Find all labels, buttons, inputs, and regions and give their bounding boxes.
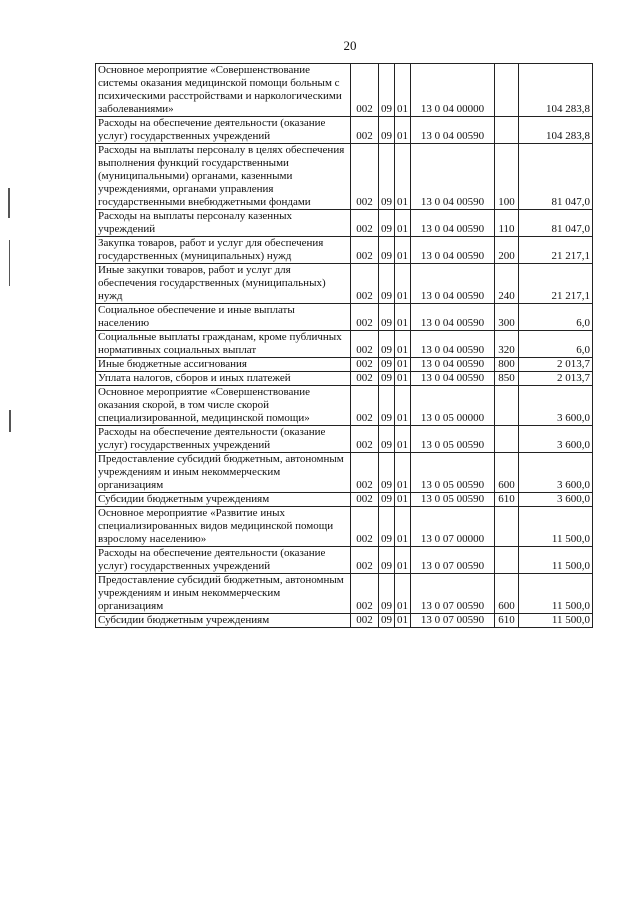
row-section-code: 09 [379, 117, 395, 144]
row-subsection-code: 01 [395, 331, 411, 358]
table-row [96, 574, 593, 614]
row-subsection-code: 01 [395, 210, 411, 237]
table-row [96, 237, 593, 264]
table-row [96, 64, 593, 117]
table-row [96, 453, 593, 493]
row-subsection-code: 01 [395, 304, 411, 331]
table-row [96, 304, 593, 331]
row-subsection-code: 01 [395, 386, 411, 426]
row-expense-type-code: 100 [495, 144, 519, 210]
row-section-code: 09 [379, 64, 395, 117]
row-name: Основное мероприятие «Развитие иных специализированных видов медицинской помощи взрослому населению» [96, 507, 351, 547]
row-subsection-code: 01 [395, 372, 411, 386]
row-section-code: 09 [379, 426, 395, 453]
row-amount: 3 600,0 [519, 386, 593, 426]
row-ministry-code: 002 [351, 386, 379, 426]
row-subsection-code: 01 [395, 117, 411, 144]
row-subsection-code: 01 [395, 426, 411, 453]
row-section-code: 09 [379, 386, 395, 426]
row-amount: 81 047,0 [519, 144, 593, 210]
row-section-code: 09 [379, 574, 395, 614]
table-row [96, 331, 593, 358]
row-target-code: 13 0 04 00590 [411, 264, 495, 304]
budget-table [95, 63, 593, 628]
row-name: Расходы на обеспечение деятельности (оказание услуг) государственных учреждений [96, 117, 351, 144]
row-subsection-code: 01 [395, 574, 411, 614]
row-amount: 6,0 [519, 304, 593, 331]
row-amount: 11 500,0 [519, 574, 593, 614]
row-expense-type-code: 610 [495, 493, 519, 507]
row-subsection-code: 01 [395, 64, 411, 117]
row-subsection-code: 01 [395, 237, 411, 264]
row-ministry-code: 002 [351, 547, 379, 574]
row-target-code: 13 0 05 00000 [411, 386, 495, 426]
row-target-code: 13 0 07 00590 [411, 614, 495, 628]
row-name: Расходы на обеспечение деятельности (оказание услуг) государственных учреждений [96, 547, 351, 574]
table-row [96, 493, 593, 507]
row-target-code: 13 0 07 00590 [411, 574, 495, 614]
row-section-code: 09 [379, 507, 395, 547]
row-expense-type-code: 320 [495, 331, 519, 358]
row-amount: 6,0 [519, 331, 593, 358]
row-amount: 3 600,0 [519, 426, 593, 453]
row-amount: 11 500,0 [519, 614, 593, 628]
row-target-code: 13 0 04 00590 [411, 331, 495, 358]
row-subsection-code: 01 [395, 453, 411, 493]
row-ministry-code: 002 [351, 574, 379, 614]
row-expense-type-code: 300 [495, 304, 519, 331]
row-amount: 81 047,0 [519, 210, 593, 237]
row-expense-type-code: 600 [495, 574, 519, 614]
table-row [96, 358, 593, 372]
row-expense-type-code [495, 64, 519, 117]
row-target-code: 13 0 04 00590 [411, 304, 495, 331]
row-target-code: 13 0 04 00590 [411, 117, 495, 144]
table-row [96, 372, 593, 386]
row-expense-type-code: 240 [495, 264, 519, 304]
row-section-code: 09 [379, 237, 395, 264]
row-target-code: 13 0 07 00000 [411, 507, 495, 547]
row-section-code: 09 [379, 453, 395, 493]
row-section-code: 09 [379, 331, 395, 358]
row-expense-type-code: 600 [495, 453, 519, 493]
row-ministry-code: 002 [351, 144, 379, 210]
scan-margin-mark [9, 410, 11, 432]
row-amount: 11 500,0 [519, 547, 593, 574]
row-ministry-code: 002 [351, 358, 379, 372]
row-name: Социальное обеспечение и иные выплаты населению [96, 304, 351, 331]
row-name: Расходы на выплаты персоналу в целях обеспечения выполнения функций государственными (муниципальными) органами, казенными учреждениями, органами управления государственными внебюджетными фондами [96, 144, 351, 210]
row-ministry-code: 002 [351, 453, 379, 493]
row-target-code: 13 0 05 00590 [411, 493, 495, 507]
row-ministry-code: 002 [351, 117, 379, 144]
page-number: 20 [343, 38, 357, 53]
table-row [96, 547, 593, 574]
row-ministry-code: 002 [351, 507, 379, 547]
row-ministry-code: 002 [351, 493, 379, 507]
row-name: Расходы на обеспечение деятельности (оказание услуг) государственных учреждений [96, 426, 351, 453]
row-expense-type-code: 610 [495, 614, 519, 628]
table-row [96, 117, 593, 144]
row-name: Уплата налогов, сборов и иных платежей [96, 372, 351, 386]
row-name: Закупка товаров, работ и услуг для обеспечения государственных (муниципальных) нужд [96, 237, 351, 264]
row-subsection-code: 01 [395, 264, 411, 304]
row-target-code: 13 0 05 00590 [411, 453, 495, 493]
row-expense-type-code: 850 [495, 372, 519, 386]
row-subsection-code: 01 [395, 358, 411, 372]
row-subsection-code: 01 [395, 614, 411, 628]
row-name: Социальные выплаты гражданам, кроме публичных нормативных социальных выплат [96, 331, 351, 358]
row-expense-type-code [495, 117, 519, 144]
row-section-code: 09 [379, 144, 395, 210]
table-row [96, 210, 593, 237]
row-name: Предоставление субсидий бюджетным, автономным учреждениям и иным некоммерческим организациям [96, 453, 351, 493]
row-ministry-code: 002 [351, 237, 379, 264]
row-subsection-code: 01 [395, 493, 411, 507]
row-ministry-code: 002 [351, 210, 379, 237]
row-target-code: 13 0 04 00590 [411, 372, 495, 386]
row-expense-type-code [495, 547, 519, 574]
row-name: Субсидии бюджетным учреждениям [96, 493, 351, 507]
row-amount: 2 013,7 [519, 358, 593, 372]
row-expense-type-code: 200 [495, 237, 519, 264]
row-name: Основное мероприятие «Совершенствование системы оказания медицинской помощи больным с психическими расстройствами и наркологическими заболеваниями» [96, 64, 351, 117]
row-expense-type-code [495, 386, 519, 426]
row-amount: 21 217,1 [519, 237, 593, 264]
scan-margin-mark [9, 240, 10, 286]
table-row [96, 144, 593, 210]
table-row [96, 507, 593, 547]
row-amount: 2 013,7 [519, 372, 593, 386]
table-row [96, 426, 593, 453]
row-subsection-code: 01 [395, 144, 411, 210]
row-section-code: 09 [379, 358, 395, 372]
row-target-code: 13 0 04 00590 [411, 237, 495, 264]
row-target-code: 13 0 04 00590 [411, 210, 495, 237]
row-ministry-code: 002 [351, 426, 379, 453]
row-name: Предоставление субсидий бюджетным, автономным учреждениям и иным некоммерческим организациям [96, 574, 351, 614]
row-section-code: 09 [379, 372, 395, 386]
row-ministry-code: 002 [351, 304, 379, 331]
table-row [96, 386, 593, 426]
row-section-code: 09 [379, 210, 395, 237]
row-amount: 21 217,1 [519, 264, 593, 304]
row-ministry-code: 002 [351, 264, 379, 304]
row-section-code: 09 [379, 493, 395, 507]
row-ministry-code: 002 [351, 331, 379, 358]
row-ministry-code: 002 [351, 614, 379, 628]
row-section-code: 09 [379, 304, 395, 331]
row-amount: 104 283,8 [519, 64, 593, 117]
row-amount: 3 600,0 [519, 453, 593, 493]
row-expense-type-code: 800 [495, 358, 519, 372]
row-name: Иные бюджетные ассигнования [96, 358, 351, 372]
row-expense-type-code [495, 507, 519, 547]
row-target-code: 13 0 05 00590 [411, 426, 495, 453]
row-ministry-code: 002 [351, 372, 379, 386]
row-name: Иные закупки товаров, работ и услуг для обеспечения государственных (муниципальных) нужд [96, 264, 351, 304]
row-ministry-code: 002 [351, 64, 379, 117]
row-amount: 104 283,8 [519, 117, 593, 144]
scan-margin-mark [8, 188, 10, 218]
row-subsection-code: 01 [395, 507, 411, 547]
row-section-code: 09 [379, 614, 395, 628]
row-section-code: 09 [379, 547, 395, 574]
table-row [96, 614, 593, 628]
row-target-code: 13 0 07 00590 [411, 547, 495, 574]
row-expense-type-code [495, 426, 519, 453]
row-target-code: 13 0 04 00000 [411, 64, 495, 117]
table-row [96, 264, 593, 304]
row-name: Расходы на выплаты персоналу казенных учреждений [96, 210, 351, 237]
row-amount: 3 600,0 [519, 493, 593, 507]
row-name: Субсидии бюджетным учреждениям [96, 614, 351, 628]
row-target-code: 13 0 04 00590 [411, 144, 495, 210]
row-amount: 11 500,0 [519, 507, 593, 547]
row-section-code: 09 [379, 264, 395, 304]
row-name: Основное мероприятие «Совершенствование оказания скорой, в том числе скорой специализированной, медицинской помощи» [96, 386, 351, 426]
row-subsection-code: 01 [395, 547, 411, 574]
row-expense-type-code: 110 [495, 210, 519, 237]
row-target-code: 13 0 04 00590 [411, 358, 495, 372]
